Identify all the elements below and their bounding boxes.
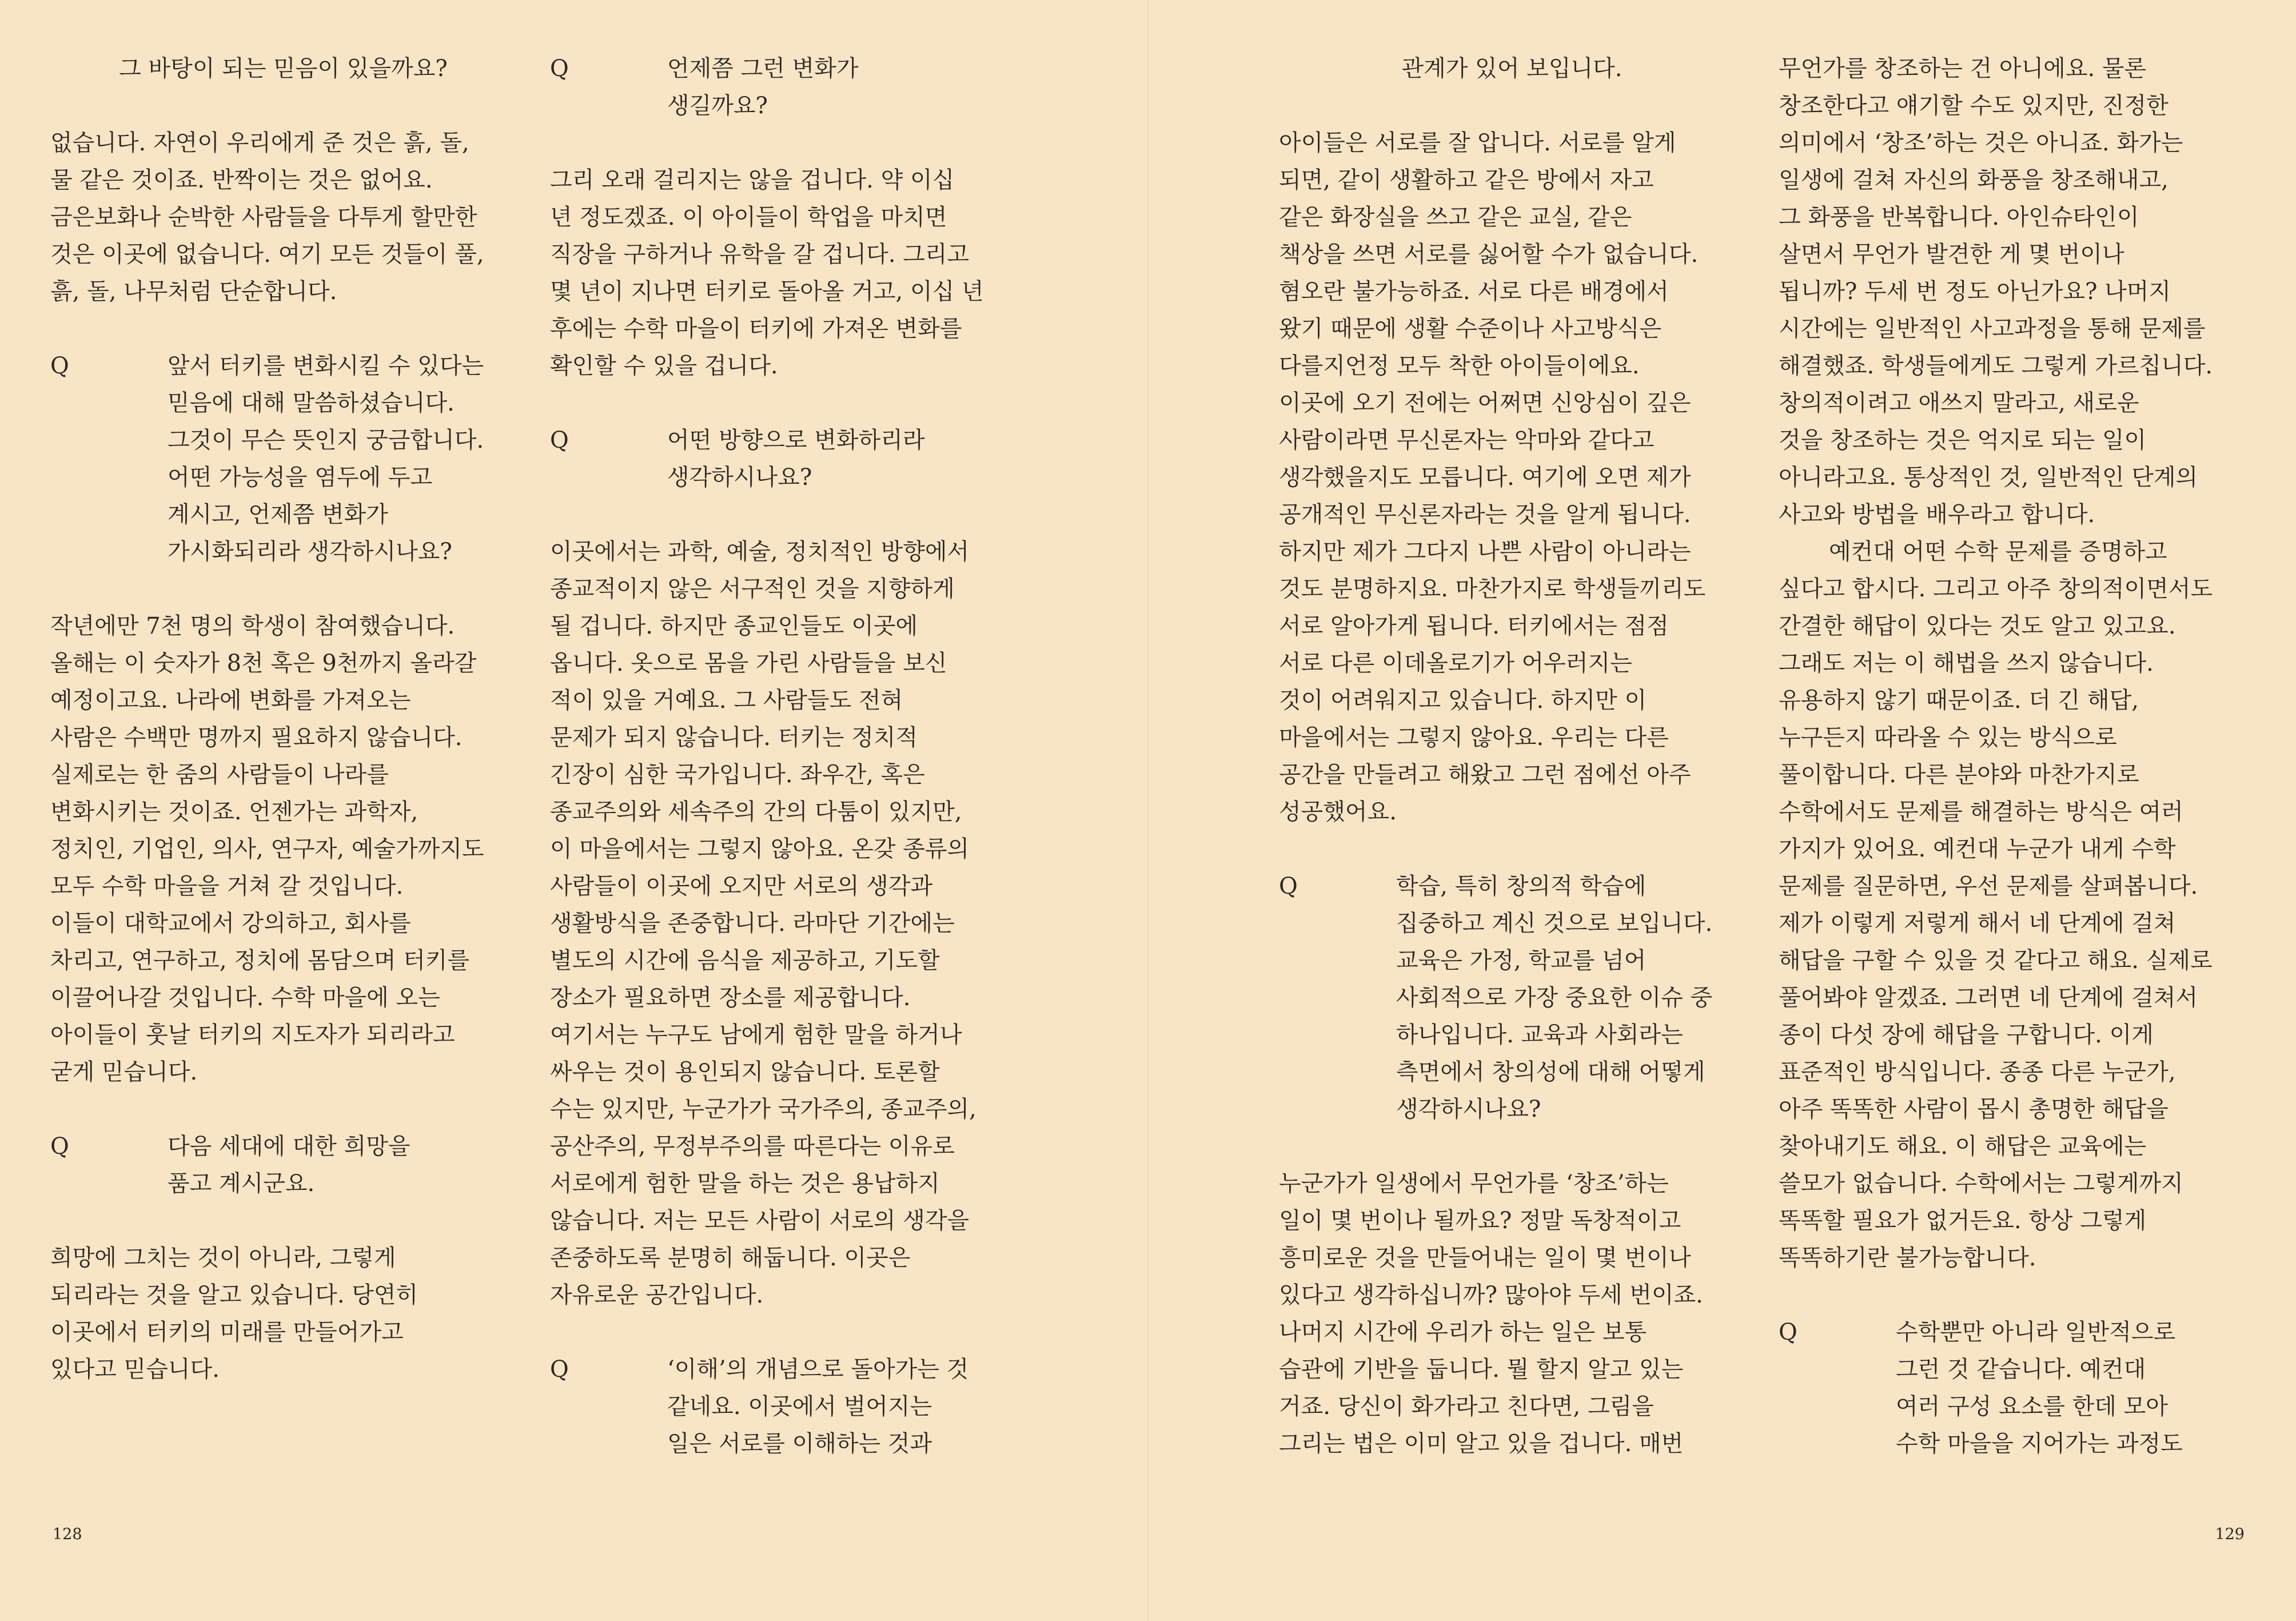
body-text-line: 왔기 때문에 생활 수준이나 사고방식은: [1279, 316, 1662, 342]
question-marker: Q: [1279, 873, 1298, 899]
right-page-number: 129: [2215, 1526, 2245, 1543]
question-line: [1279, 1017, 1745, 1054]
body-text-line: 간결한 해답이 있다는 것도 알고 있고요.: [1779, 613, 2176, 639]
body-text-line: 같은 화장실을 쓰고 같은 교실, 같은: [1279, 204, 1632, 230]
body-text-line: 금은보화나 순박한 사람들을 다투게 할만한: [50, 204, 477, 230]
body-text-line: 될 겁니다. 하지만 종교인들도 이곳에: [550, 613, 918, 639]
body-text-line: 그 화풍을 반복합니다. 아인슈타인이: [1779, 204, 2139, 230]
question-indent: [50, 496, 168, 533]
question-indent: [1279, 1017, 1396, 1054]
body-text-line: 없습니다. 자연이 우리에게 준 것은 흙, 돌,: [50, 130, 469, 156]
body-text-line: 성공했어요.: [1279, 799, 1397, 825]
body-text-line: 차리고, 연구하고, 정치에 몸담으며 터키를: [50, 947, 470, 974]
body-text-line: 몇 년이 지나면 터키로 돌아올 거고, 이십 년: [550, 278, 984, 305]
question-text: ‘이해’의 개념으로 돌아가는 것: [667, 1356, 969, 1383]
body-text-line: 무언가를 창조하는 건 아니에요. 물론: [1779, 55, 2147, 82]
body-text-line: 자유로운 공간입니다.: [550, 1282, 764, 1308]
question-text: 어떤 가능성을 염두에 두고: [168, 464, 433, 491]
question-indent: [1279, 979, 1396, 1017]
question-text: 품고 계시군요.: [168, 1170, 315, 1197]
body-text-line: 가지가 있어요. 예컨대 누군가 내게 수학: [1779, 836, 2176, 862]
question-indent: [1279, 1054, 1396, 1091]
body-text-line: 공개적인 무신론자라는 것을 알게 됩니다.: [1279, 501, 1691, 528]
paragraph-break: [50, 571, 516, 608]
question-line: [1279, 979, 1745, 1017]
question-line: [1279, 1054, 1745, 1091]
question-indent: [1279, 1091, 1396, 1128]
question-line: [1279, 1091, 1745, 1128]
body-text-line: 창의적이려고 애쓰지 말라고, 새로운: [1779, 390, 2139, 416]
question-continuation-line: 그 바탕이 되는 믿음이 있을까요?: [119, 55, 448, 82]
question-text: 하나입니다. 교육과 사회라는: [1396, 1022, 1683, 1048]
body-text-line: 생활방식을 존중합니다. 라마단 기간에는: [550, 910, 955, 937]
body-text-line: 이곳에서 터키의 미래를 만들어가고: [50, 1319, 404, 1345]
question-text: 계시고, 언제쯤 변화가: [168, 501, 388, 528]
body-text-line: 풀어봐야 알겠죠. 그러면 네 단계에 걸쳐서: [1779, 985, 2198, 1011]
body-text-line: 마을에서는 그렇지 않아요. 우리는 다른: [1279, 724, 1669, 751]
body-text-line: 사람은 수백만 명까지 필요하지 않습니다.: [50, 724, 463, 751]
body-text-line: 아이들은 서로를 잘 압니다. 서로를 알게: [1279, 130, 1676, 156]
left-page-column-1: [50, 50, 516, 1388]
body-text-line: 아이들이 훗날 터키의 지도자가 되리라고: [50, 1022, 455, 1048]
body-text-line: 습관에 기반을 둡니다. 뭘 할지 알고 있는: [1279, 1356, 1684, 1383]
question-text: 언제쯤 그런 변화가: [667, 55, 859, 82]
body-text-line: 예컨대 어떤 수학 문제를 증명하고: [1829, 539, 2167, 565]
right-page-column-1: [1279, 50, 1745, 1463]
body-text-line: 이곳에서는 과학, 예술, 정치적인 방향에서: [550, 539, 970, 565]
body-text-line: 별도의 시간에 음식을 제공하고, 기도할: [550, 947, 940, 974]
body-text-line: 종이 다섯 장에 해답을 구합니다. 이게: [1779, 1022, 2154, 1048]
question-line: [50, 385, 516, 422]
body-text-line: 유용하지 않기 때문이죠. 더 긴 해답,: [1779, 687, 2139, 714]
body-text-line: 정치인, 기업인, 의사, 연구자, 예술가까지도: [50, 836, 484, 862]
body-text-line: 있다고 생각하십니까? 많아야 두세 번이죠.: [1279, 1282, 1703, 1308]
body-text-line: 누군가가 일생에서 무언가를 ‘창조’하는: [1279, 1170, 1669, 1197]
body-text-line: 의미에서 ‘창조’하는 것은 아니죠. 화가는: [1779, 130, 2183, 156]
body-text-line: 거죠. 당신이 화가라고 친다면, 그림을: [1279, 1393, 1654, 1420]
question-line: [1279, 942, 1745, 979]
body-text-line: 다를지언정 모두 착한 아이들이에요.: [1279, 353, 1640, 379]
body-text-line: 아주 똑똑한 사람이 몹시 총명한 해답을: [1779, 1096, 2169, 1122]
question-text: 수학뿐만 아니라 일반적으로: [1896, 1319, 2176, 1345]
body-text-line: 종교적이지 않은 서구적인 것을 지향하게: [550, 576, 955, 602]
body-text-line: 제가 이렇게 저렇게 해서 네 단계에 걸쳐: [1779, 910, 2176, 937]
body-text-line: 물 같은 것이죠. 반짝이는 것은 없어요.: [50, 167, 433, 193]
body-text-line: 확인할 수 있을 겁니다.: [550, 353, 778, 379]
body-text-line: 사람들이 이곳에 오지만 서로의 생각과: [550, 873, 933, 899]
question-text: 생각하시나요?: [667, 464, 812, 491]
body-text-line: 책상을 쓰면 서로를 싫어할 수가 없습니다.: [1279, 241, 1699, 268]
question-text: 교육은 가정, 학교를 넘어: [1396, 947, 1647, 974]
question-indent: [50, 459, 168, 496]
body-text-line: 이 마을에서는 그렇지 않아요. 온갖 종류의: [550, 836, 970, 862]
paragraph-break: [50, 87, 516, 125]
question-text: 일은 서로를 이해하는 것과: [667, 1431, 932, 1457]
question-line: [550, 87, 1016, 125]
question-line: [50, 496, 516, 533]
body-text-line: 올해는 이 숫자가 8천 혹은 9천까지 올라갈: [50, 650, 477, 676]
body-text-line: 것도 분명하지요. 마찬가지로 학생들끼리도: [1279, 576, 1706, 602]
body-text-line: 표준적인 방식입니다. 종종 다른 누군가,: [1779, 1059, 2176, 1085]
paragraph-break: [50, 310, 516, 348]
body-text-line: 싶다고 합시다. 그리고 아주 창의적이면서도: [1779, 576, 2213, 602]
question-text: 다음 세대에 대한 희망을: [168, 1133, 410, 1160]
left-page-number: 128: [53, 1526, 82, 1543]
question-line: [1279, 868, 1745, 905]
body-text-line: 그리는 법은 이미 알고 있을 겁니다. 매번: [1279, 1431, 1684, 1457]
body-text-line: 풀이합니다. 다른 분야와 마찬가지로: [1779, 762, 2139, 788]
body-text-line: 창조한다고 얘기할 수도 있지만, 진정한: [1779, 93, 2169, 119]
body-text-line: 하지만 제가 그다지 나쁜 사람이 아니라는: [1279, 539, 1691, 565]
question-indent: [550, 87, 667, 125]
body-text-line: 이들이 대학교에서 강의하고, 회사를: [50, 910, 411, 937]
question-indent: [550, 1425, 667, 1463]
body-text-line: 나머지 시간에 우리가 하는 일은 보통: [1279, 1319, 1647, 1345]
paragraph-break: [550, 496, 1016, 533]
paragraph-break: [1279, 87, 1745, 125]
body-text-line: 시간에는 일반적인 사고과정을 통해 문제를: [1779, 316, 2206, 342]
body-text-line: 똑똑하기란 불가능합니다.: [1779, 1245, 2036, 1271]
question-indent: [1779, 1425, 1896, 1463]
question-indent: [1779, 1388, 1896, 1425]
question-line: [550, 1388, 1016, 1425]
body-text-line: 사람이라면 무신론자는 악마와 같다고: [1279, 427, 1655, 453]
question-marker: Q: [50, 353, 69, 379]
body-text-line: 것이 어려워지고 있습니다. 하지만 이: [1279, 687, 1647, 714]
question-line: [550, 459, 1016, 496]
question-line: [550, 1425, 1016, 1463]
body-text-line: 년 정도겠죠. 이 아이들이 학업을 마치면: [550, 204, 947, 230]
paragraph-break: [1279, 1128, 1745, 1165]
body-text-line: 희망에 그치는 것이 아니라, 그렇게: [50, 1245, 396, 1271]
body-text-line: 공간을 만들려고 해왔고 그런 점에선 아주: [1279, 762, 1691, 788]
book-gutter: [1147, 0, 1149, 1621]
body-text-line: 누구든지 따라올 수 있는 방식으로: [1779, 724, 2117, 751]
body-text-line: 살면서 무언가 발견한 게 몇 번이나: [1779, 241, 2124, 268]
question-line: [1279, 905, 1745, 942]
body-text-line: 적이 있을 거예요. 그 사람들도 전혀: [550, 687, 903, 714]
body-text-line: 이끌어나갈 것입니다. 수학 마을에 오는: [50, 985, 440, 1011]
body-text-line: 것을 창조하는 것은 억지로 되는 일이: [1779, 427, 2147, 453]
question-indent: [1779, 1351, 1896, 1388]
body-text-line: 해결했죠. 학생들에게도 그렇게 가르칩니다.: [1779, 353, 2213, 379]
question-line: [550, 50, 1016, 87]
question-indent: [50, 422, 168, 459]
body-text-line: 생각했을지도 모릅니다. 여기에 오면 제가: [1279, 464, 1691, 491]
question-line: [50, 422, 516, 459]
question-marker: Q: [1779, 1319, 1797, 1345]
body-text-line: 흥미로운 것을 만들어내는 일이 몇 번이나: [1279, 1245, 1691, 1271]
body-text-line: 수학에서도 문제를 해결하는 방식은 여러: [1779, 799, 2183, 825]
body-text-line: 굳게 믿습니다.: [50, 1059, 198, 1085]
body-text-line: 되면, 같이 생활하고 같은 방에서 자고: [1279, 167, 1654, 193]
body-text-line: 그래도 저는 이 해법을 쓰지 않습니다.: [1779, 650, 2154, 676]
body-text-line: 아니라고요. 통상적인 것, 일반적인 단계의: [1779, 464, 2198, 491]
body-text-line: 종교주의와 세속주의 간의 다툼이 있지만,: [550, 799, 962, 825]
paragraph-break: [50, 1202, 516, 1240]
paragraph-break: [550, 125, 1016, 162]
body-text-line: 되리라는 것을 알고 있습니다. 당연히: [50, 1282, 418, 1308]
question-line: [1779, 1351, 2247, 1388]
question-text: 여러 구성 요소를 한데 모아: [1896, 1393, 2168, 1420]
body-text-line: 사고와 방법을 배우라고 합니다.: [1779, 501, 2095, 528]
question-text: 측면에서 창의성에 대해 어떻게: [1396, 1059, 1705, 1085]
body-text-line: 혐오란 불가능하죠. 서로 다른 배경에서: [1279, 278, 1669, 305]
question-line: [1779, 1388, 2247, 1425]
body-text-line: 않습니다. 저는 모든 사람이 서로의 생각을: [550, 1208, 970, 1234]
question-text: 가시화되리라 생각하시나요?: [168, 539, 452, 565]
question-line: [1779, 1425, 2247, 1463]
body-text-line: 있다고 믿습니다.: [50, 1356, 220, 1383]
body-text-line: 문제가 되지 않습니다. 터키는 정치적: [550, 724, 918, 751]
body-text-line: 문제를 질문하면, 우선 문제를 살펴봅니다.: [1779, 873, 2198, 899]
body-text-line: 후에는 수학 마을이 터키에 가져온 변화를: [550, 316, 962, 342]
question-line: [50, 533, 516, 571]
body-text-line: 그리 오래 걸리지는 않을 겁니다. 약 이십: [550, 167, 955, 193]
question-text: 믿음에 대해 말씀하셨습니다.: [168, 390, 455, 416]
question-indent: [1279, 905, 1396, 942]
body-text-line: 실제로는 한 줌의 사람들이 나라를: [50, 762, 389, 788]
body-text-line: 됩니까? 두세 번 정도 아닌가요? 나머지: [1779, 278, 2171, 305]
body-text-line: 수는 있지만, 누군가가 국가주의, 종교주의,: [550, 1096, 976, 1122]
body-text-line: 서로 알아가게 됩니다. 터키에서는 점점: [1279, 613, 1669, 639]
question-text: 생각하시나요?: [1396, 1096, 1541, 1122]
question-line: [550, 422, 1016, 459]
question-line: [50, 348, 516, 385]
body-text-line: 일이 몇 번이나 될까요? 정말 독창적이고: [1279, 1208, 1681, 1234]
question-line: [50, 459, 516, 496]
body-text-line: 여기서는 누구도 남에게 험한 말을 하거나: [550, 1022, 962, 1048]
question-line: [550, 1351, 1016, 1388]
paragraph-break: [550, 385, 1016, 422]
body-text-line: 이곳에 오기 전에는 어쩌면 신앙심이 깊은: [1279, 390, 1691, 416]
paragraph-break: [1779, 1277, 2247, 1314]
question-marker: Q: [50, 1133, 69, 1160]
paragraph-break: [1279, 831, 1745, 868]
body-text-line: 장소가 필요하면 장소를 제공합니다.: [550, 985, 911, 1011]
question-indent: [550, 459, 667, 496]
question-marker: Q: [550, 427, 569, 453]
question-text: 사회적으로 가장 중요한 이슈 중: [1396, 985, 1713, 1011]
paragraph-break: [550, 1314, 1016, 1351]
body-text-line: 쓸모가 없습니다. 수학에서는 그렇게까지: [1779, 1170, 2183, 1197]
body-text-line: 예정이고요. 나라에 변화를 가져오는: [50, 687, 411, 714]
question-text: 그런 것 같습니다. 예컨대: [1896, 1356, 2146, 1383]
body-text-line: 찾아내기도 해요. 이 해답은 교육에는: [1779, 1133, 2147, 1160]
question-continuation-line: 관계가 있어 보입니다.: [1401, 55, 1623, 82]
body-text-line: 것은 이곳에 없습니다. 여기 모든 것들이 풀,: [50, 241, 484, 268]
body-text-line: 싸우는 것이 용인되지 않습니다. 토론할: [550, 1059, 940, 1085]
question-indent: [50, 1165, 168, 1202]
body-text-line: 모두 수학 마을을 거쳐 갈 것입니다.: [50, 873, 404, 899]
left-page-column-2: [550, 50, 1016, 1463]
question-text: 어떤 방향으로 변화하리라: [667, 427, 925, 453]
body-text-line: 작년에만 7천 명의 학생이 참여했습니다.: [50, 613, 455, 639]
paragraph-break: [50, 1091, 516, 1128]
body-text-line: 긴장이 심한 국가입니다. 좌우간, 혹은: [550, 762, 925, 788]
question-text: 집중하고 계신 것으로 보입니다.: [1396, 910, 1713, 937]
question-indent: [550, 1388, 667, 1425]
question-indent: [50, 385, 168, 422]
question-marker: Q: [550, 1356, 569, 1383]
question-indent: [1279, 942, 1396, 979]
question-text: 학습, 특히 창의적 학습에: [1396, 873, 1647, 899]
body-text-line: 직장을 구하거나 유학을 갈 겁니다. 그리고: [550, 241, 970, 268]
right-page-column-2: [1779, 50, 2247, 1463]
body-text-line: 일생에 걸쳐 자신의 화풍을 창조해내고,: [1779, 167, 2169, 193]
body-text-line: 공산주의, 무정부주의를 따른다는 이유로: [550, 1133, 955, 1160]
question-text: 앞서 터키를 변화시킬 수 있다는: [168, 353, 484, 379]
question-text: 생길까요?: [667, 93, 768, 119]
question-text: 수학 마을을 지어가는 과정도: [1896, 1431, 2183, 1457]
body-text-line: 존중하도록 분명히 해둡니다. 이곳은: [550, 1245, 911, 1271]
body-text-line: 서로에게 험한 말을 하는 것은 용납하지: [550, 1170, 940, 1197]
body-text-line: 서로 다른 이데올로기가 어우러지는: [1279, 650, 1632, 676]
body-text-line: 변화시키는 것이죠. 언젠가는 과학자,: [50, 799, 418, 825]
question-text: 같네요. 이곳에서 벌어지는: [667, 1393, 932, 1420]
body-text-line: 흙, 돌, 나무처럼 단순합니다.: [50, 278, 337, 305]
question-indent: [50, 533, 168, 571]
question-text: 그것이 무슨 뜻인지 궁금합니다.: [168, 427, 484, 453]
question-marker: Q: [550, 55, 569, 82]
body-text-line: 옵니다. 옷으로 몸을 가린 사람들을 보신: [550, 650, 947, 676]
body-text-line: 해답을 구할 수 있을 것 같다고 해요. 실제로: [1779, 947, 2213, 974]
question-line: [50, 1165, 516, 1202]
question-line: [50, 1128, 516, 1165]
body-text-line: 똑똑할 필요가 없거든요. 항상 그렇게: [1779, 1208, 2147, 1234]
question-line: [1779, 1314, 2247, 1351]
